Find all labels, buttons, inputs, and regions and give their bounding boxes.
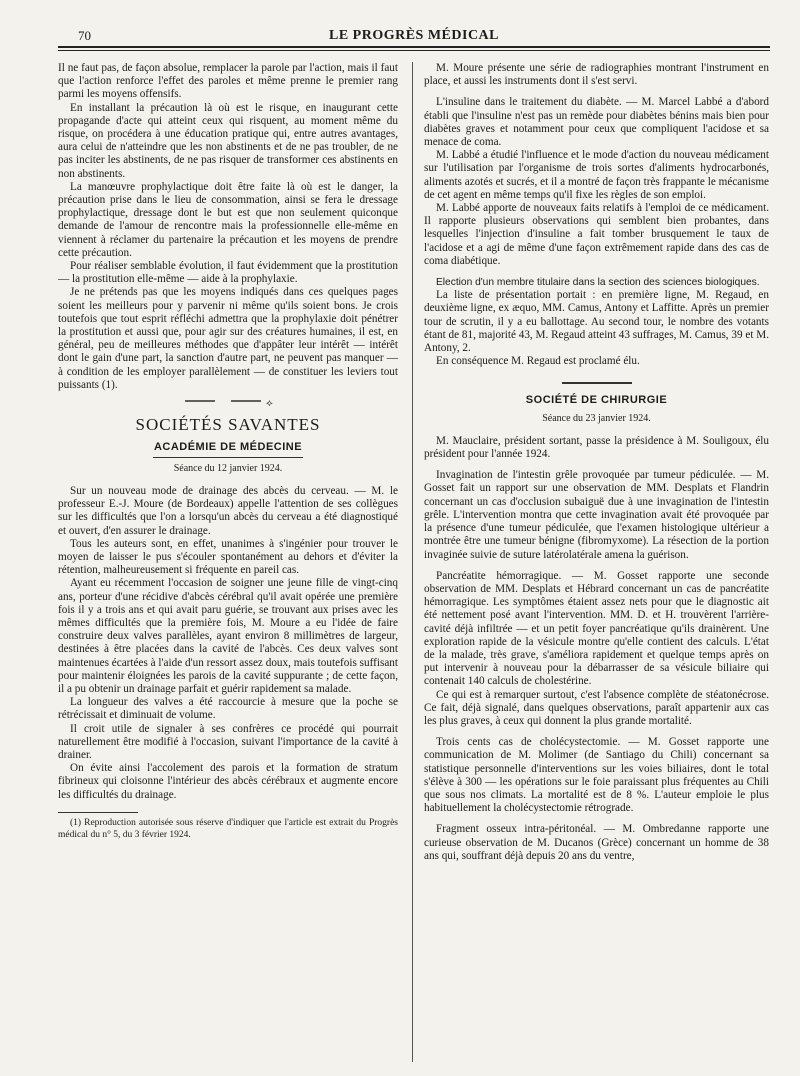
paragraph: Je ne prétends pas que les moyens indiqués dans ces quelques pages soient les meilleurs pour y parvenir ni même qu'ils soient bons. Je crois toutefois que tout esprit réfléchi admettra que la prophylaxie doit pénétrer la prostitution et aussi que, pour agir sur des créatures humaines, il est, en général, peu de meilleures méthodes que d'appâter leur intérêt — intérêt dont le gain d'une part, la sanction d'autre part, ne peuvent pas manquer — à condition de les employer parallèlement — de constituer les leviers tout puissants (1). xyxy=(58,286,398,391)
paragraph: Il croit utile de signaler à ses confrères ce procédé qui pourrait naturellement être modifié à l'occasion, suivant l'importance de la cavité à drainer. xyxy=(58,722,398,761)
paragraph: Tous les auteurs sont, en effet, unanimes à s'ingénier pour trouver le moyen de laisser le pus s'écouler spontanément au dehors et d'éviter la rétention, malheureusement si fréquente en pareil cas. xyxy=(58,537,398,577)
section-title-chirurgie: SOCIÉTÉ DE CHIRURGIE xyxy=(525,394,668,407)
paragraph: La manœuvre prophylactique doit être faite là où est le danger, la précaution prise dans le lieu de consommation, ainsi se fera le dressage prophylactique, dressage dont le but est que non seulement quiconque demande de l'amour de rencontre mais la professionnelle elle-même en viennent à réclamer du partenaire la précaution et les moyens de prendre cette précaution. xyxy=(58,180,398,259)
paragraph: Pancréatite hémorragique. — M. Gosset rapporte une seconde observation de MM. Desplats et Hébrard concernant un cas de pancréatite hémorragique. Les symptômes étaient assez nets pour que le diagnostic ait été nettement posé avant l'intervention. MM. D. et H. trouvèrent l'arrière-cavité déjà infiltrée — et un petit foyer pancréatique qu'ils drainèrent. Une exploration rapide de la vésicule montre qu'elle contient des calculs. L'état de la malade, très grave, s'améliora rapidement et quelque temps après on put intervenir à nouveau pour la débarrasser de sa vésicule biliaire qui contenait 140 calculs de cholestérine. xyxy=(424,569,769,688)
paragraph: M. Labbé a étudié l'influence et le mode d'action du nouveau médicament sur l'utilisation par l'organisme de trois sortes d'aliments hydrocarbonés, aliments azotés et sucrés, et il a montré de façon très frappante le mécanisme de cet agent en même temps qu'il fixe les règles de son emploi. xyxy=(424,149,769,201)
page-number: 70 xyxy=(78,28,91,43)
journal-title: LE PROGRÈS MÉDICAL xyxy=(328,28,500,43)
paragraph: Il ne faut pas, de façon absolue, remplacer la parole par l'action, mais il faut que l'action renforce l'effet des paroles et même prenne le premier rang parmi les moyens offensifs. xyxy=(58,62,398,101)
paragraph: En installant la précaution là où est le risque, en inaugurant cette propagande d'acte qui atteint ceux qui risquent, au moment même du risque, on procédera à une éducation pratique qui, entre autres avantages, aura celui de n'atteindre que les non abstinents et de ne pas troubler, de ne pas inciter les abstinents, de ne pas risquer de transformer ces abstinents en non abstinents. xyxy=(58,101,398,180)
paragraph: Fragment osseux intra-péritonéal. — M. Ombredanne rapporte une curieuse observation de M. Ducanos (Grèce) concernant un homme de 38 ans qui, souffrant déjà depuis 20 ans du ventre, xyxy=(424,823,769,862)
footnote-rule xyxy=(58,812,138,813)
paragraph: Trois cents cas de cholécystectomie. — M. Gosset rapporte une communication de M. Molimer (de Santiago du Chili) concernant sa statistique personnelle d'interventions sur les voies biliaires, dont le total s'élève à 300 — les opérations sur le foie paraissant plus fréquentes au Chili que sous nos climats. La mortalité est de 8 %. L'auteur emploie le plus habituellement la cholécystectomie rétrograde. xyxy=(424,736,769,815)
right-column xyxy=(424,62,769,863)
paragraph: La longueur des valves a été raccourcie à mesure que la poche se rétrécissait et diminuait de volume. xyxy=(58,696,398,722)
page-header xyxy=(58,28,770,48)
column-divider xyxy=(412,62,413,1062)
ornament-icon xyxy=(183,396,263,406)
paragraph: M. Labbé apporte de nouveaux faits relatifs à l'emploi de ce médicament. Il rapporte plusieurs observations qui semblent bien probantes, dans lesquelles l'injection d'insuline a fait tomber brusquement le taux de l'acidose et a agi de même d'une façon extrêmement rapide dans des cas de coma diabétique. xyxy=(424,202,769,267)
header-rule xyxy=(58,46,770,48)
paragraph: On évite ainsi l'accolement des parois et la formation de stratum fibrineux qui cloisonne l'intérieur des abcès cérébraux et augmente encore les difficultés du drainage. xyxy=(58,762,398,801)
paragraph: M. Mauclaire, président sortant, passe la présidence à M. Souligoux, élu président pour l'année 1924. xyxy=(424,434,769,461)
section-title: SOCIÉTÉS SAVANTES xyxy=(135,415,321,435)
paragraph: Sur un nouveau mode de drainage des abcès du cerveau. — M. le professeur E.-J. Moure (de Bordeaux) appelle l'attention de ses collègues sur les difficultés que l'on a lorsqu'un abcès du cerveau a été diagnostiqué et ouvert, d'en assurer le drainage. xyxy=(58,484,398,537)
paragraph: Pour réaliser semblable évolution, il faut évidemment que la prostitution — la prostitution elle-même — aide à la prophylaxie. xyxy=(58,260,398,286)
paragraph: L'insuline dans le traitement du diabète. — M. Marcel Labbé a d'abord établi que l'insuline n'est pas un remède pour diabètes bénins mais bien pour diabètes graves et notamment pour ceux que compliquent l'acidose et sa menace de coma. xyxy=(424,96,769,149)
left-column xyxy=(58,62,398,841)
ornament-glyph: ⟡ xyxy=(266,398,273,410)
paragraph: La liste de présentation portait : en première ligne, M. Regaud, en deuxième ligne, ex æquo, MM. Camus, Antony et Laffitte. Après un premier tour de scrutin, il y a eu ballottage. Au second tour, le nombre des votants étant de 81, majorité 43, M. Regaud atteint 43 suffrages, M. Camus, 39 et M. Antony, 2. xyxy=(424,289,769,355)
footnote: (1) Reproduction autorisée sous réserve d'indiquer que l'article est extrait du Progrès médical du n° 5, du 3 février 1924. xyxy=(58,817,398,840)
paragraph: Ayant eu récemment l'occasion de soigner une jeune fille de vingt-cinq ans, porteur d'une récidive d'abcès cérébral qu'il avait opérée une première fois il y a trois ans et qui avait paru guérie, se trouvant aux prises avec les mêmes difficultés que la première fois, M. Moure a eu l'idée de faire construire deux valves parallèles, ayant environ 8 millimètres de largeur, destinées à être placées dans la cavité de l'abcès. Ces deux valves sont maintenues écartées à l'aide d'un ressort assez doux, mais toutefois suffisant pour maintenir éloignées les parois de la cavité suppurante ; de cette façon, il a pu obtenir un drainage parfait et guérir rapidement sa malade. xyxy=(58,577,398,695)
paragraph: M. Moure présente une série de radiographies montrant l'instrument en place, et aussi les instruments dont il s'est servi. xyxy=(424,62,769,88)
paragraph: En conséquence M. Regaud est proclamé élu. xyxy=(436,355,640,368)
header-rule-thin xyxy=(58,50,770,51)
election-heading: Election d'un membre titulaire dans la section des sciences biologiques. xyxy=(436,277,760,289)
seance-date: Séance du 23 janvier 1924. xyxy=(542,412,651,424)
subsection-title: ACADÉMIE DE MÉDECINE xyxy=(153,441,303,454)
seance-date: Séance du 12 janvier 1924. xyxy=(173,462,283,474)
paragraph: Invagination de l'intestin grêle provoquée par tumeur pédiculée. — M. Gosset fait un rapport sur une observation de MM. Desplats et Flandrin concernant un cas d'occlusion subaiguë due à une invagination de l'intestin grêle. L'intervention montra que cette invagination avait été provoquée par la présence d'une tumeur pédiculée, que l'examen histologique ultérieur a montrée être une tumeur bénigne (fibromyxome). La résection de la portion invaginée suivie de suture latérolatérale amena la guérison. xyxy=(424,469,769,561)
section-separator xyxy=(562,382,632,384)
paragraph: Ce qui est à remarquer surtout, c'est l'absence complète de stéatonécrose. Ce fait, déjà signalé, dans quelques observations, paraît appartenir aux cas les plus graves, à ceux qui donnent la plus grande mortalité. xyxy=(424,688,769,727)
ornament-divider xyxy=(58,396,398,410)
subsection-rule xyxy=(153,457,303,458)
